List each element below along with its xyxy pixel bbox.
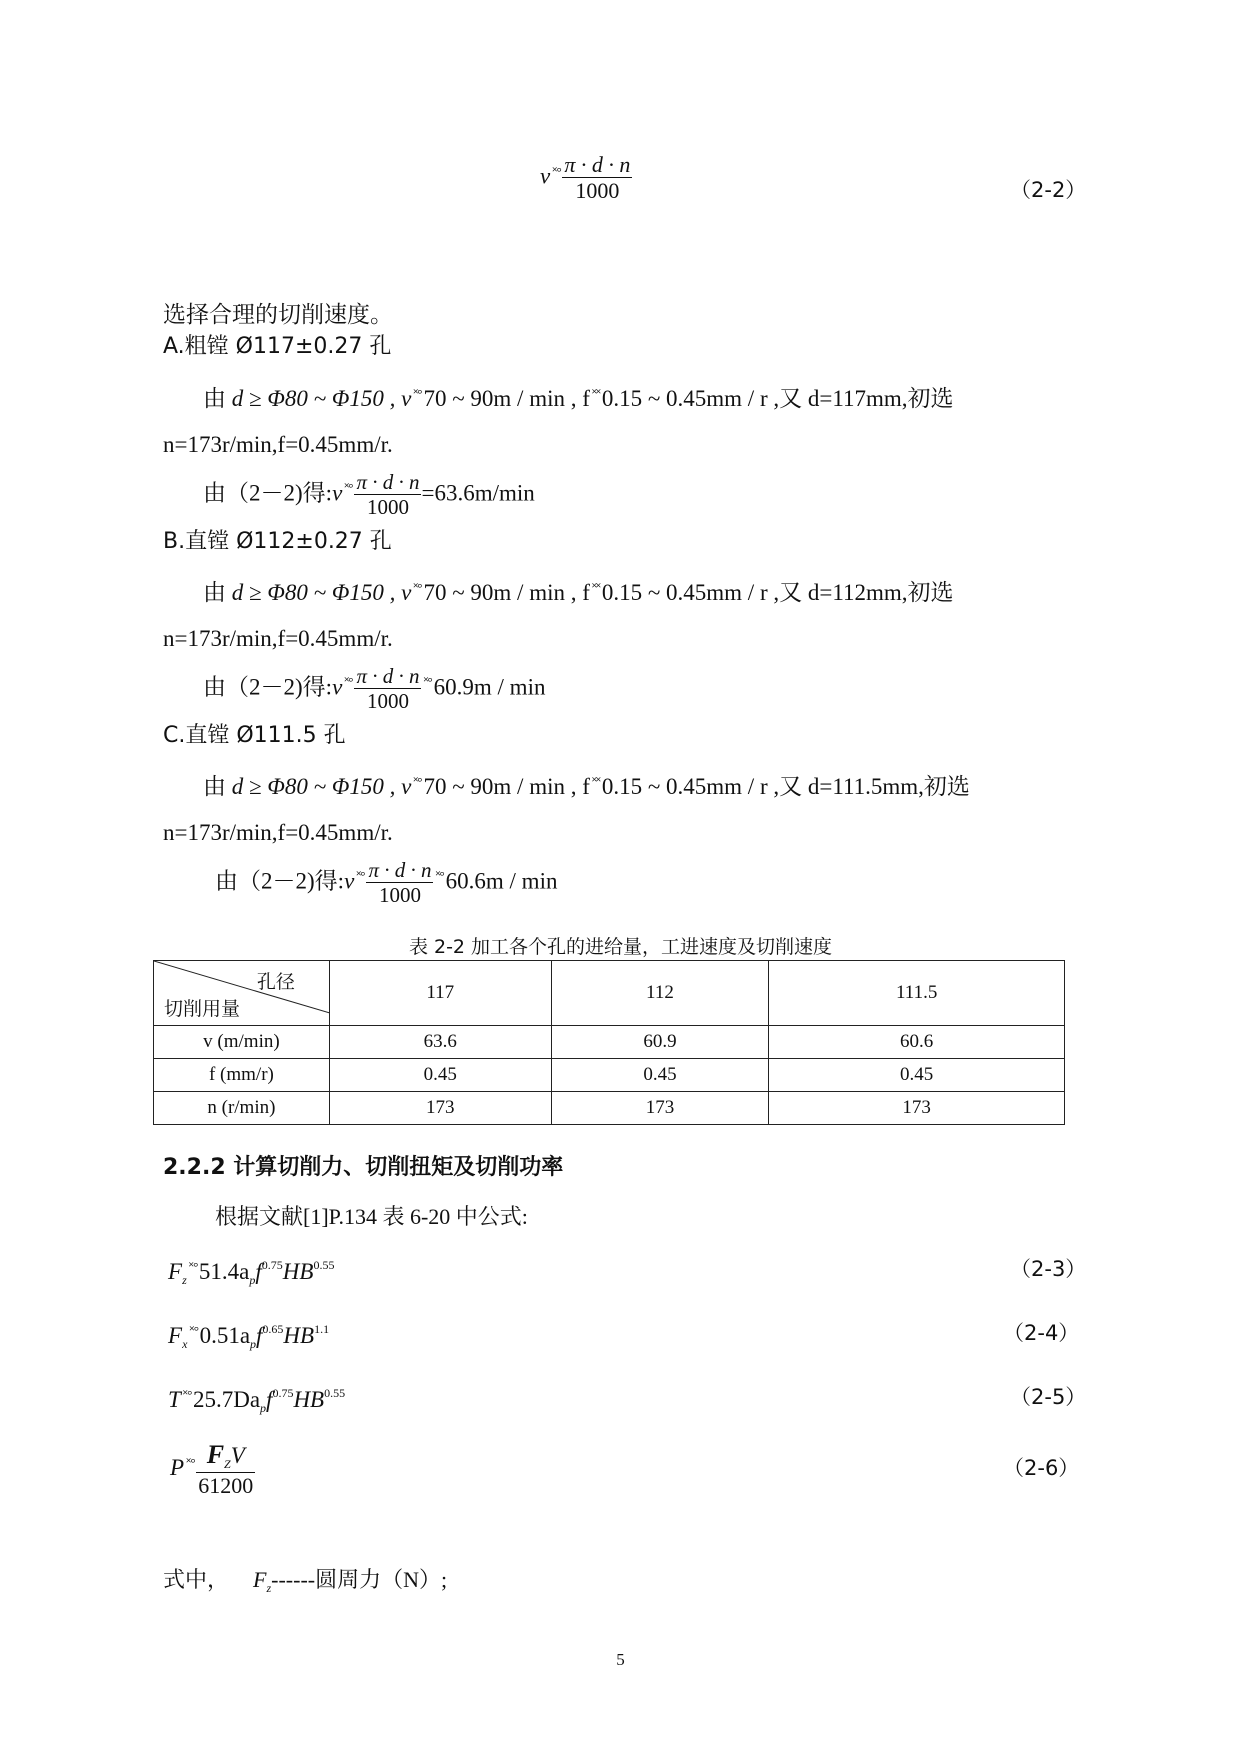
eq-f: f: [266, 1387, 273, 1412]
section-c-condition: [203, 767, 970, 802]
approx-symbol: ˟°: [423, 674, 432, 690]
table-cell: 63.6: [329, 1026, 551, 1059]
section-b-heading: B.直镗 Ø112±0.27 孔: [163, 529, 392, 554]
eq-rhs: 51.4a: [198, 1259, 250, 1284]
eq-2-2-lhs: v: [540, 163, 551, 189]
result-value: 60.6m / min: [445, 868, 558, 894]
eq-hb: HB: [283, 1323, 315, 1348]
eq-2-2-number: （2-2）: [1010, 178, 1087, 202]
where-prefix: 式中，: [163, 1567, 230, 1592]
approx-symbol: ˟°: [356, 868, 365, 884]
section-c-heading: C.直镗 Ø111.5 孔: [163, 723, 346, 748]
table-cell: 60.6: [769, 1026, 1065, 1059]
eq-hb-exp: 0.55: [324, 1386, 346, 1400]
eq-2-2-numerator: π · d · n: [564, 152, 631, 177]
eq-hb: HB: [293, 1387, 325, 1412]
table-corner-cell: [154, 961, 330, 1026]
approx-symbol: ˟°: [435, 868, 444, 884]
where-text: ------圆周力（N）;: [271, 1567, 448, 1592]
eq-rhs-sub: p: [249, 1273, 256, 1287]
table-caption: 表 2-2 加工各个孔的进给量，工进速度及切削速度: [408, 936, 833, 958]
approx-symbol: ˟°: [344, 480, 353, 496]
page-number: 5: [616, 1650, 625, 1669]
eq-2-6: [170, 1440, 255, 1499]
table-row: [154, 1026, 1065, 1059]
eq-2-3: [168, 1250, 334, 1295]
result-prefix: 由（2－2)得:: [203, 674, 333, 700]
table-row: [154, 1059, 1065, 1092]
section-a-line2: n=173r/min,f=0.45mm/r.: [163, 432, 393, 457]
section-b-line2: n=173r/min,f=0.45mm/r.: [163, 626, 393, 651]
cond-tail: 又 d=111.5mm,初选: [779, 774, 970, 799]
cond-prefix: 由: [203, 774, 226, 799]
eq-2-5-number: （2-5）: [1010, 1385, 1087, 1409]
cond-end: 0.15 ~ 0.45mm / r ,: [601, 386, 780, 411]
cond-math: d ≥ Φ80 ~ Φ150 , v: [231, 386, 412, 411]
result-numerator: π · d · n: [356, 470, 420, 494]
eq-rhs: 0.51a: [199, 1323, 251, 1348]
result-fraction: [366, 858, 433, 908]
eq-lhs: F: [168, 1323, 183, 1348]
result-value: 60.9m / min: [433, 674, 546, 700]
approx-symbol: ˟°: [189, 1323, 198, 1338]
row-label: n (r/min): [154, 1092, 330, 1125]
column-header: 111.5: [769, 961, 1065, 1026]
result-lhs: v: [332, 480, 343, 506]
table-header-row: [154, 961, 1065, 1026]
eq-2-4: [168, 1314, 329, 1359]
section-heading-2-2-2: 2.2.2 计算切削力、切削扭矩及切削功率: [163, 1155, 564, 1180]
row-label: v (m/min): [154, 1026, 330, 1059]
result-fraction: [354, 470, 421, 520]
eq-2-2: [540, 152, 632, 205]
cond-tail: 又 d=112mm,初选: [779, 580, 954, 605]
eq-2-6-numerator: [196, 1440, 255, 1473]
table-cell: 0.45: [769, 1059, 1065, 1092]
eq-lhs: F: [168, 1259, 183, 1284]
table-cell: 173: [329, 1092, 551, 1125]
eq-hb-exp: 1.1: [314, 1322, 330, 1336]
eq-lhs: T: [168, 1387, 181, 1412]
approx-symbol: ˟°: [413, 774, 422, 789]
row-label: f (mm/r): [154, 1059, 330, 1092]
result-lhs: v: [344, 868, 355, 894]
eq-hb: HB: [282, 1259, 314, 1284]
section-b-condition: [203, 573, 954, 608]
cond-math: d ≥ Φ80 ~ Φ150 , v: [231, 774, 412, 799]
table-cell: 173: [551, 1092, 769, 1125]
result-denominator: 1000: [378, 883, 421, 908]
cond-prefix: 由: [203, 386, 226, 411]
eq-f: f: [256, 1323, 263, 1348]
result-numerator: π · d · n: [368, 858, 432, 882]
eq-2-5: [168, 1378, 345, 1423]
result-denominator: 1000: [366, 689, 409, 714]
eq-hb-exp: 0.55: [313, 1258, 335, 1272]
table-cell: 0.45: [551, 1059, 769, 1092]
eq-f-exp: 0.75: [272, 1386, 294, 1400]
eq-f-exp: 0.65: [262, 1322, 284, 1336]
cond-mid: 70 ~ 90m / min , f: [423, 580, 590, 605]
num-v: V: [230, 1443, 245, 1468]
eq-lhs: P: [170, 1454, 185, 1480]
result-value: =63.6m/min: [421, 480, 535, 506]
where-subscript: z: [266, 1581, 272, 1595]
cond-math: d ≥ Φ80 ~ Φ150 , v: [231, 580, 412, 605]
eq-2-3-number: （2-3）: [1010, 1257, 1087, 1281]
table-cell: 60.9: [551, 1026, 769, 1059]
table-cell: 0.45: [329, 1059, 551, 1092]
result-fraction: [354, 664, 421, 714]
eq-2-2-fraction: [562, 152, 632, 205]
section-b-result: [203, 664, 545, 714]
eq-lhs-sub: x: [182, 1337, 188, 1351]
result-lhs: v: [332, 674, 343, 700]
eq-2-4-number: （2-4）: [1003, 1321, 1080, 1345]
result-prefix: 由（2－2)得:: [215, 868, 345, 894]
eq-lhs-sub: z: [182, 1273, 187, 1287]
result-prefix: 由（2－2)得:: [203, 480, 333, 506]
approx-symbol: ˟˟: [591, 580, 600, 595]
corner-bottom-label: 切削用量: [164, 998, 241, 1020]
cond-mid: 70 ~ 90m / min , f: [423, 774, 590, 799]
eq-2-6-number: （2-6）: [1003, 1456, 1080, 1480]
where-line: [163, 1565, 447, 1603]
section-c-result: [215, 858, 557, 908]
reference-line: 根据文献[1]P.134 表 6-20 中公式:: [215, 1204, 528, 1229]
approx-symbol: ˟°: [188, 1259, 197, 1274]
where-symbol: F: [253, 1567, 267, 1592]
eq-f-exp: 0.75: [261, 1258, 283, 1272]
eq-rhs-sub: p: [260, 1401, 267, 1415]
section-a-heading: A.粗镗 Ø117±0.27 孔: [163, 334, 392, 359]
section-a-result: [203, 470, 535, 520]
eq-rhs: 25.7Da: [192, 1387, 261, 1412]
eq-2-6-fraction: [196, 1440, 255, 1499]
result-denominator: 1000: [366, 495, 409, 520]
section-a-condition: [203, 379, 954, 414]
cond-tail: 又 d=117mm,初选: [779, 386, 954, 411]
approx-symbol: ˟°: [413, 580, 422, 595]
eq-2-6-denominator: 61200: [198, 1472, 254, 1498]
column-header: 112: [551, 961, 769, 1026]
intro-text: 选择合理的切削速度。: [163, 302, 393, 327]
table-row: [154, 1092, 1065, 1125]
approx-symbol: ˟°: [344, 674, 353, 690]
approx-symbol: ˟°: [552, 163, 561, 179]
eq-rhs-sub: p: [250, 1337, 257, 1351]
cond-end: 0.15 ~ 0.45mm / r ,: [601, 580, 780, 605]
cond-mid: 70 ~ 90m / min , f: [423, 386, 590, 411]
cond-prefix: 由: [203, 580, 226, 605]
section-c-line2: n=173r/min,f=0.45mm/r.: [163, 820, 393, 845]
cond-end: 0.15 ~ 0.45mm / r ,: [601, 774, 780, 799]
result-numerator: π · d · n: [356, 664, 420, 688]
num-f: F: [206, 1440, 225, 1469]
approx-symbol: ˟°: [182, 1387, 191, 1402]
approx-symbol: ˟˟: [591, 774, 600, 789]
approx-symbol: ˟°: [413, 386, 422, 401]
corner-top-label: 孔径: [256, 971, 295, 993]
approx-symbol: ˟˟: [591, 386, 600, 401]
eq-f: f: [255, 1259, 262, 1284]
table-cell: 173: [769, 1092, 1065, 1125]
approx-symbol: ˟°: [186, 1454, 195, 1470]
column-header: 117: [329, 961, 551, 1026]
eq-2-2-denominator: 1000: [575, 178, 620, 204]
data-table: [153, 960, 1065, 1125]
num-sub: Z: [224, 1457, 231, 1471]
